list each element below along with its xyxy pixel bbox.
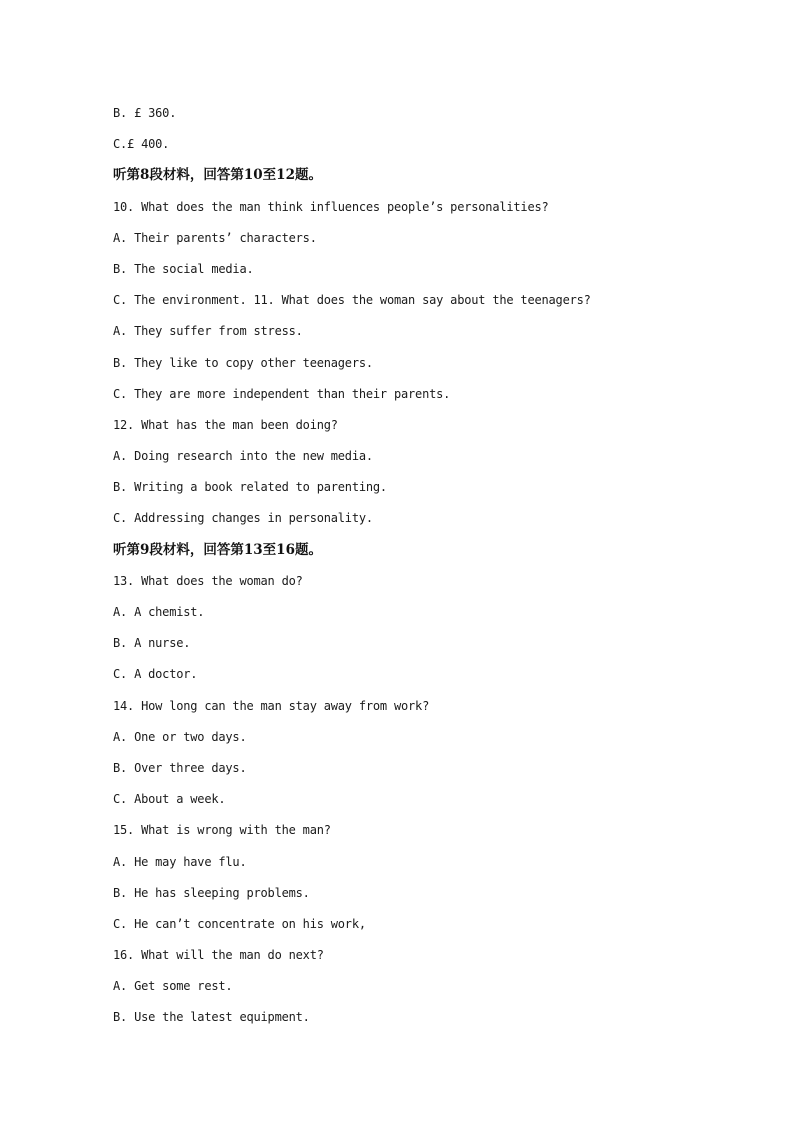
question-line: 14. How long can the man stay away from work?: [113, 698, 430, 713]
section-heading: 听第8段材料，回答第10至12题。: [113, 167, 322, 184]
question-line: 12. What has the man been doing?: [113, 417, 338, 432]
option-line: B. A nurse.: [113, 636, 191, 651]
option-line: A. One or two days.: [113, 729, 247, 744]
option-line: B. He has sleeping problems.: [113, 885, 310, 900]
option-line: B. Writing a book related to parenting.: [113, 480, 387, 495]
option-line: A. Their parents’ characters.: [113, 230, 317, 245]
option-line: A. A chemist.: [113, 605, 205, 619]
document-body: [113, 103, 733, 1039]
option-line: C. Addressing changes in personality.: [113, 511, 373, 526]
question-line: 10. What does the man think influences people’s personalities?: [113, 199, 549, 214]
option-line: B. Over three days.: [113, 760, 247, 775]
option-line: C. About a week.: [113, 792, 226, 807]
option-line: C. The environment. 11. What does the woman say about the teenagers?: [113, 293, 591, 308]
option-line: C.£ 400.: [113, 137, 170, 152]
option-line: A. Doing research into the new media.: [113, 449, 373, 464]
option-line: C. He can’t concentrate on his work,: [113, 916, 366, 931]
option-line: B. The social media.: [113, 261, 254, 276]
option-line: C. A doctor.: [113, 667, 198, 682]
question-line: 15. What is wrong with the man?: [113, 823, 331, 838]
option-line: B. They like to copy other teenagers.: [113, 355, 373, 370]
section-heading: 听第9段材料，回答第13至16题。: [113, 541, 322, 558]
option-line: A. They suffer from stress.: [113, 324, 303, 339]
option-line: B. Use the latest equipment.: [113, 1010, 310, 1025]
option-line: B. £ 360.: [113, 106, 177, 120]
option-line: A. He may have flu.: [113, 854, 247, 869]
question-line: 16. What will the man do next?: [113, 948, 324, 963]
option-line: A. Get some rest.: [113, 979, 233, 994]
question-line: 13. What does the woman do?: [113, 573, 303, 588]
option-line: C. They are more independent than their parents.: [113, 386, 451, 401]
